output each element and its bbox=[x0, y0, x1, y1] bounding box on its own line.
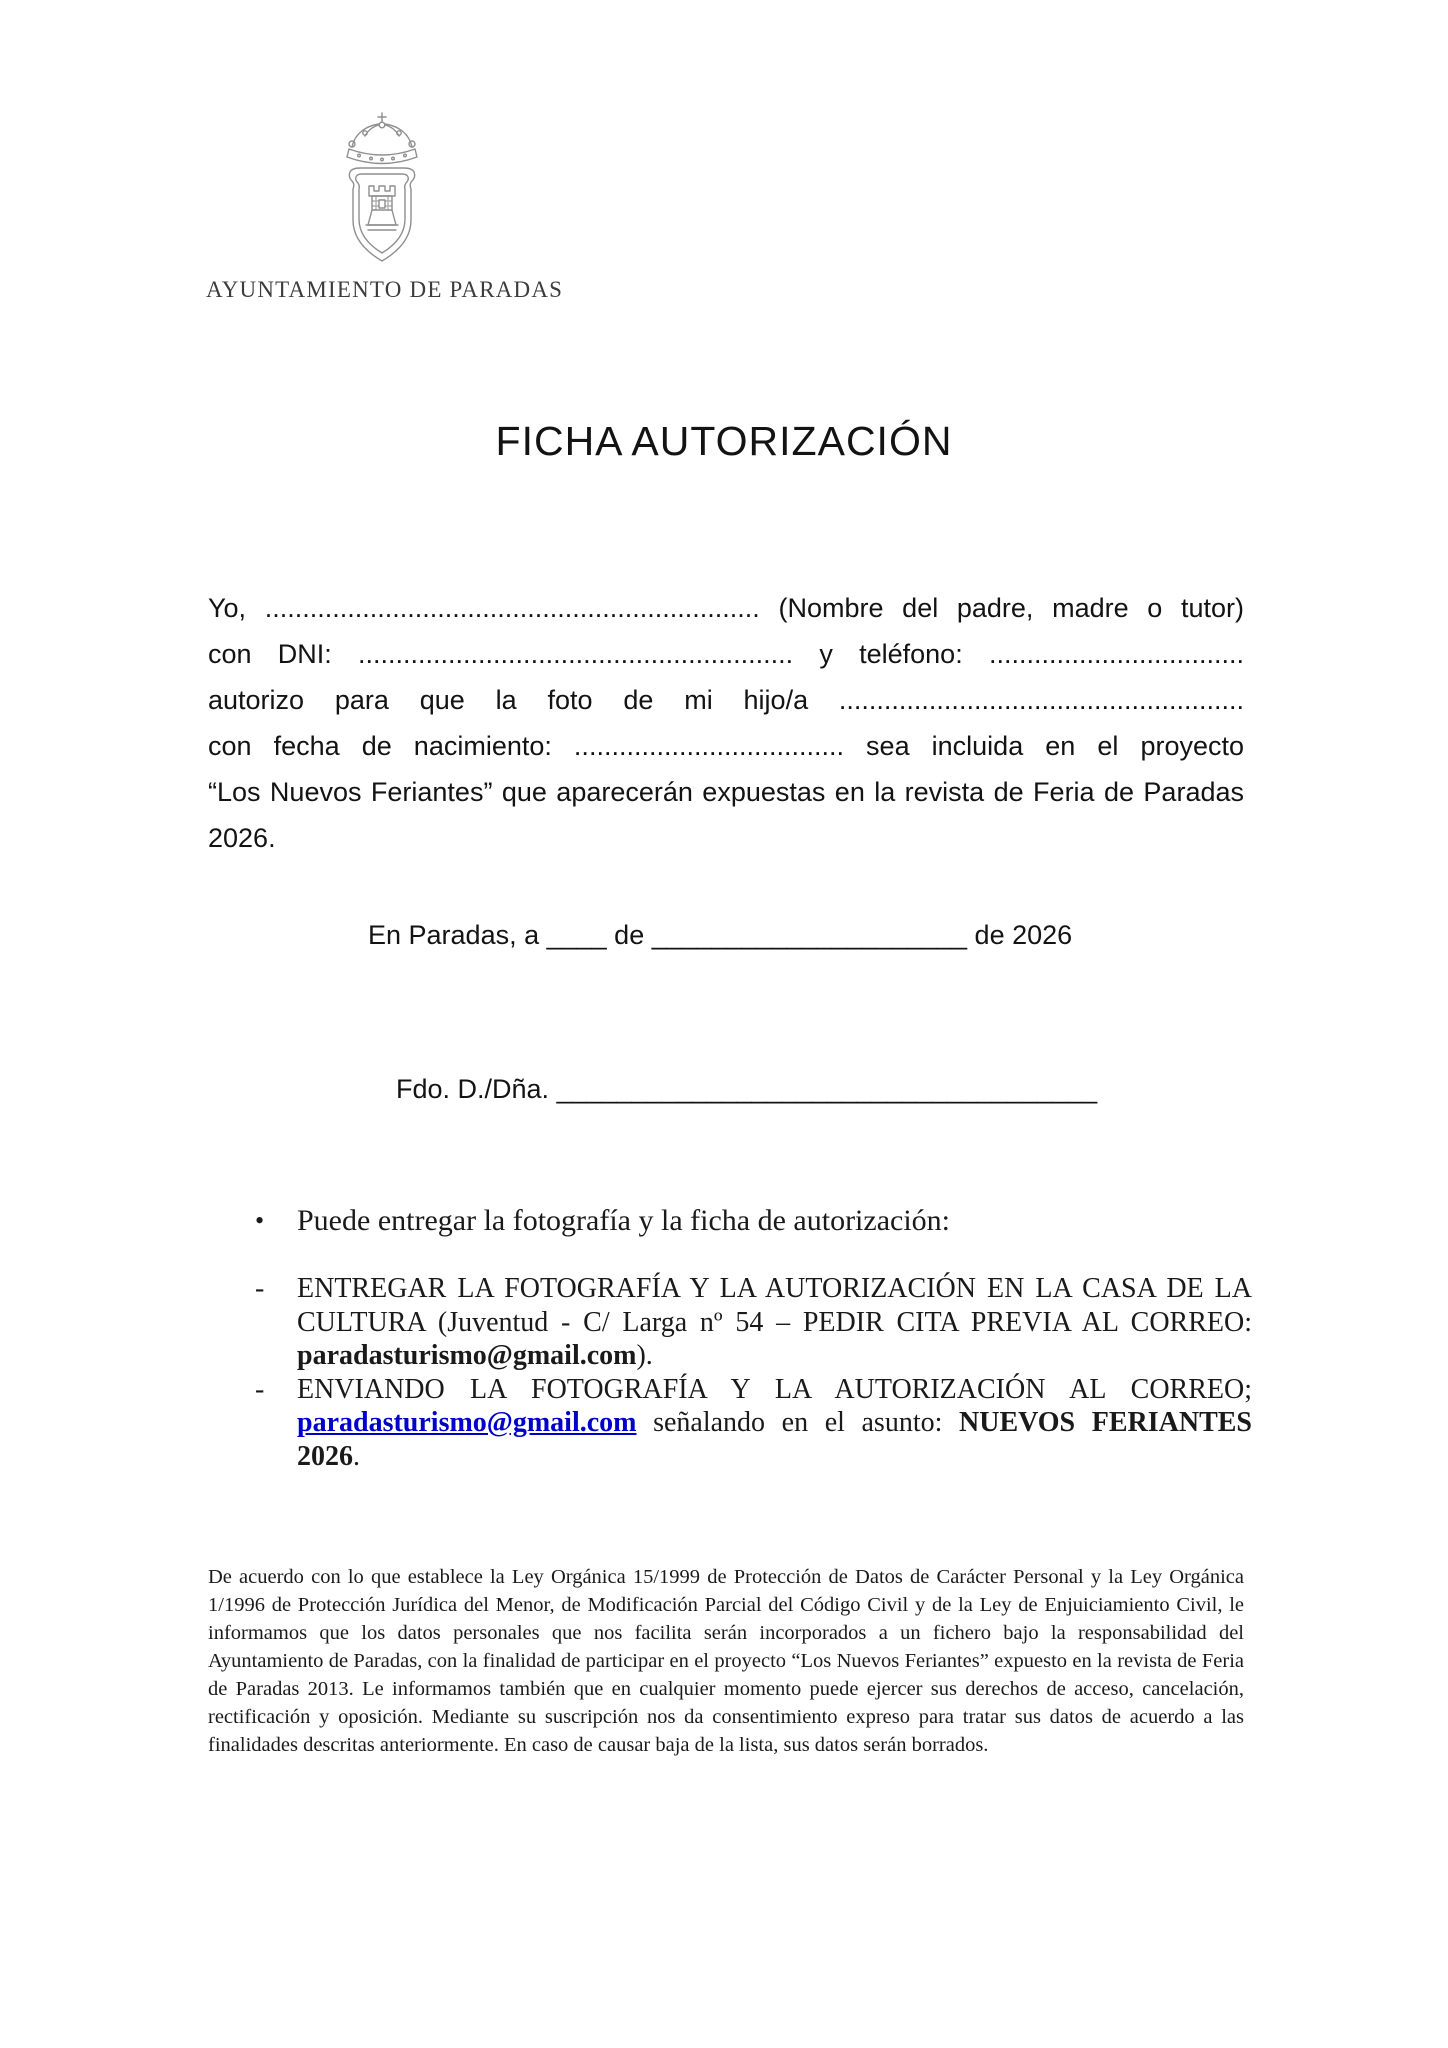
auth-line-child-name: autorizo para que la foto de mi hijo/a ...................................................... bbox=[208, 685, 1244, 715]
dash-icon: - bbox=[255, 1273, 265, 1304]
list-item bbox=[255, 1272, 1255, 1373]
email-link[interactable]: paradasturismo@gmail.com bbox=[297, 1407, 637, 1438]
text-segment: ENTREGAR LA FOTOGRAFÍA Y LA AUTORIZACIÓN EN LA CASA DE LA CULTURA (Juventud - C/ Larga nº 54 – PEDIR CITA PREVIA AL CORREO: bbox=[297, 1273, 1252, 1338]
dash-icon: - bbox=[255, 1373, 265, 1405]
bullet-icon: • bbox=[255, 1206, 265, 1235]
text-segment: ENVIANDO LA FOTOGRAFÍA Y LA AUTORIZACIÓN AL CORREO; bbox=[297, 1373, 1252, 1405]
delivery-option-in-person bbox=[297, 1272, 1252, 1373]
list-item bbox=[255, 1373, 1255, 1474]
auth-line-birthdate: con fecha de nacimiento: .................................... sea incluida en el proyecto bbox=[208, 731, 1244, 761]
date-fill-in-line: En Paradas, a ____ de _____________________ de 2026 bbox=[368, 920, 1073, 950]
text-segment: . bbox=[353, 1440, 360, 1472]
authorization-paragraph bbox=[208, 585, 1244, 861]
auth-line-name: Yo, .................................................................. (Nombre del padre, madre o tutor) bbox=[208, 593, 1244, 623]
auth-line-dni-phone: con DNI: .......................................................... y teléfono: .................................. bbox=[208, 639, 1244, 669]
delivery-option-by-email bbox=[297, 1373, 1252, 1474]
text-segment: NUEVOS FERIANTES 2026 bbox=[297, 1407, 1252, 1472]
text-segment: ). bbox=[636, 1340, 653, 1371]
coat-of-arms-icon bbox=[332, 112, 432, 266]
delivery-options-list bbox=[255, 1272, 1255, 1473]
auth-line-project: “Los Nuevos Feriantes” que aparecerán expuestas en la revista de Feria de Paradas bbox=[208, 777, 1244, 807]
delivery-intro-row bbox=[255, 1204, 1255, 1238]
text-segment: señalando en el asunto: bbox=[636, 1407, 959, 1438]
organization-name: AYUNTAMIENTO DE PARADAS bbox=[206, 277, 564, 302]
auth-line-year: 2026. bbox=[208, 823, 276, 853]
legal-notice: De acuerdo con lo que establece la Ley Orgánica 15/1999 de Protección de Datos de Carácter Personal y la Ley Orgánica 1/1996 de Protección Jurídica del Menor, de Modificación Parcial del Código Civil y de la Ley de Enjuiciamiento Civil, le informamos que los datos personales que nos facilita serán incorporados a un fichero bajo la responsabilidad del Ayuntamiento de Paradas, con la finalidad de participar en el proyecto “Los Nuevos Feriantes” expuesto en la revista de Feria de Paradas 2013. Le informamos también que en cualquier momento puede ejercer sus derechos de acceso, cancelación, rectificación y oposición. Mediante su suscripción nos da consentimiento expreso para tratar sus datos de acuerdo a las finalidades descritas anteriormente. En caso de causar baja de la lista, sus datos serán borrados. bbox=[208, 1566, 1244, 1756]
page-title: FICHA AUTORIZACIÓN bbox=[495, 418, 953, 464]
signature-fill-in-line: Fdo. D./Dña. ____________________________________ bbox=[396, 1074, 1098, 1104]
delivery-intro-text: Puede entregar la fotografía y la ficha de autorización: bbox=[297, 1204, 951, 1237]
text-segment: paradasturismo@gmail.com bbox=[297, 1340, 637, 1371]
